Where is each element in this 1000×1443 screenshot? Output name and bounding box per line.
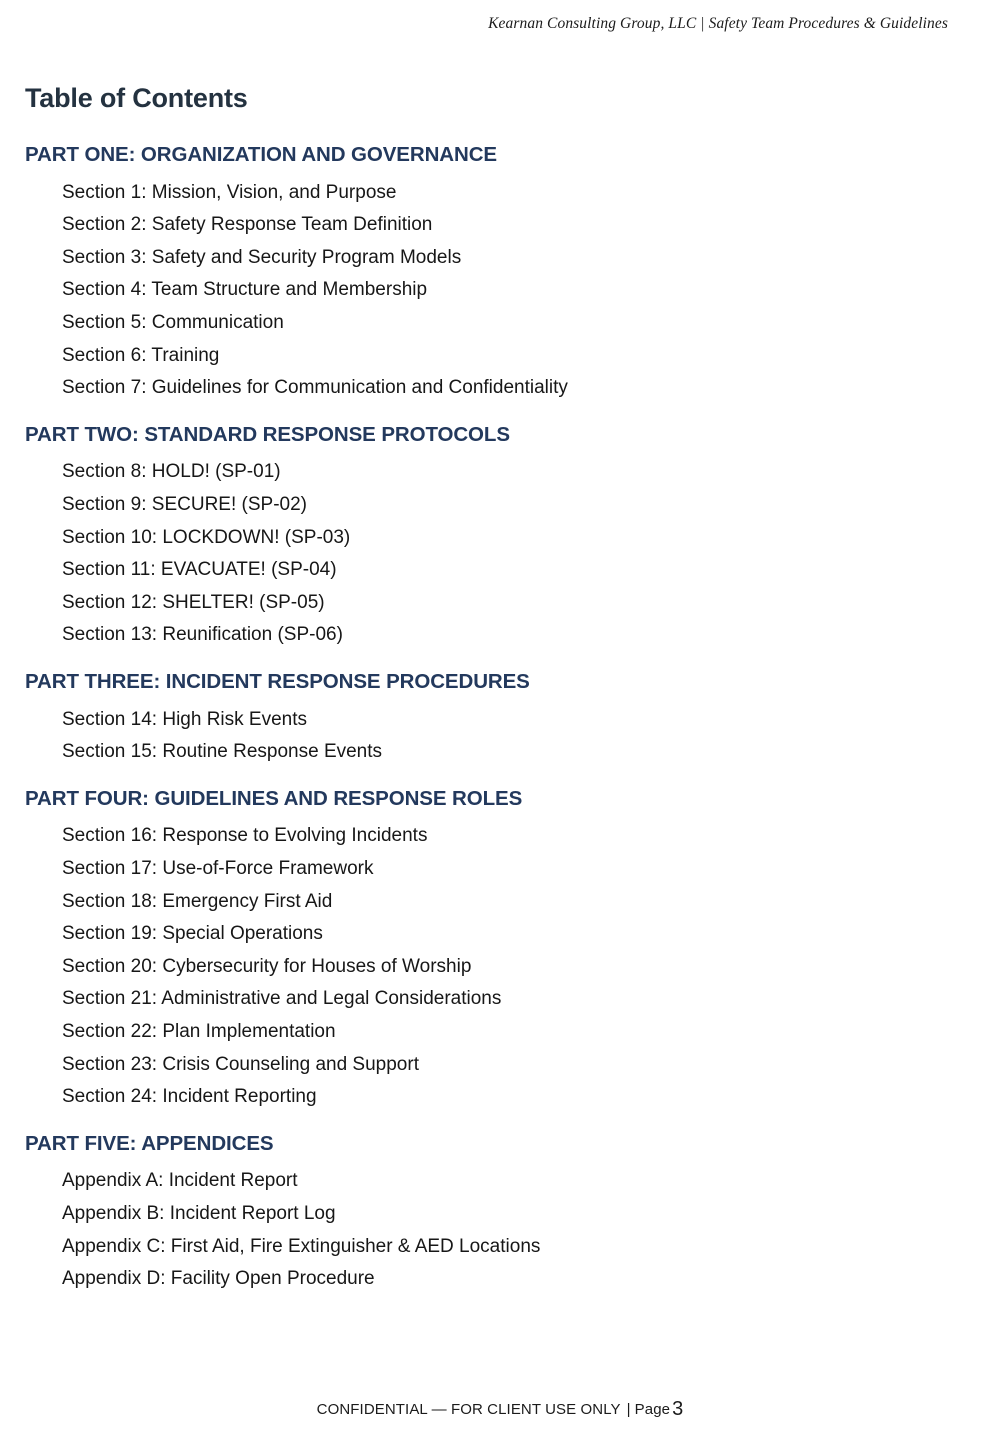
toc-part-heading[interactable]: PART FIVE: APPENDICES: [25, 1131, 274, 1155]
toc-entry[interactable]: Appendix C: First Aid, Fire Extinguisher & AED Locations: [62, 1235, 541, 1257]
toc-part-block: [25, 142, 960, 405]
toc-entry[interactable]: Section 6: Training: [62, 344, 220, 366]
toc-parts-container: [25, 142, 960, 1296]
toc-entry[interactable]: Section 22: Plan Implementation: [62, 1021, 336, 1043]
footer-separator: |: [626, 1401, 631, 1418]
toc-entry[interactable]: Appendix D: Facility Open Procedure: [62, 1268, 375, 1290]
toc-entry[interactable]: Section 21: Administrative and Legal Considerations: [62, 988, 502, 1010]
toc-entry[interactable]: Section 4: Team Structure and Membership: [62, 279, 428, 301]
toc-entry[interactable]: Section 10: LOCKDOWN! (SP-03): [62, 526, 351, 548]
toc-entry[interactable]: Section 12: SHELTER! (SP-05): [62, 591, 325, 613]
toc-entry[interactable]: Section 3: Safety and Security Program Models: [62, 246, 462, 268]
page-footer: [0, 1398, 1000, 1421]
toc-part-heading[interactable]: PART TWO: STANDARD RESPONSE PROTOCOLS: [25, 422, 510, 446]
toc-entry-list: [25, 456, 960, 652]
page-label: Page: [634, 1401, 671, 1418]
toc-entry[interactable]: Appendix B: Incident Report Log: [62, 1203, 336, 1225]
toc-part-block: [25, 669, 960, 769]
page-number: 3: [672, 1398, 684, 1420]
toc-entry[interactable]: Section 24: Incident Reporting: [62, 1086, 317, 1108]
page-title: Table of Contents: [25, 83, 248, 113]
toc-part-heading[interactable]: PART ONE: ORGANIZATION AND GOVERNANCE: [25, 143, 497, 167]
toc-part-heading[interactable]: PART FOUR: GUIDELINES AND RESPONSE ROLES: [25, 786, 523, 810]
toc-entry-list: [25, 177, 960, 405]
toc-entry[interactable]: Section 9: SECURE! (SP-02): [62, 494, 307, 516]
confidentiality-notice: CONFIDENTIAL — FOR CLIENT USE ONLY: [316, 1401, 621, 1418]
toc-entry[interactable]: Section 8: HOLD! (SP-01): [62, 461, 281, 483]
toc-entry[interactable]: Section 7: Guidelines for Communication and Confidentiality: [62, 377, 568, 399]
running-header: Kearnan Consulting Group, LLC | Safety Team Procedures & Guidelines: [488, 15, 948, 32]
toc-entry[interactable]: Section 19: Special Operations: [62, 923, 323, 945]
toc-entry[interactable]: Section 17: Use-of-Force Framework: [62, 858, 374, 880]
toc-entry-list: [25, 820, 960, 1113]
toc-entry[interactable]: Section 16: Response to Evolving Incidents: [62, 825, 428, 847]
toc-part-block: [25, 422, 960, 652]
table-of-contents: [25, 83, 960, 1310]
toc-entry-list: [25, 1165, 960, 1295]
toc-entry[interactable]: Section 11: EVACUATE! (SP-04): [62, 559, 337, 581]
toc-entry[interactable]: Section 23: Crisis Counseling and Support: [62, 1053, 419, 1075]
toc-entry[interactable]: Section 2: Safety Response Team Definition: [62, 214, 433, 236]
toc-entry[interactable]: Appendix A: Incident Report: [62, 1170, 298, 1192]
toc-entry[interactable]: Section 5: Communication: [62, 312, 284, 334]
toc-entry[interactable]: Section 20: Cybersecurity for Houses of Worship: [62, 955, 472, 977]
toc-entry[interactable]: Section 14: High Risk Events: [62, 708, 308, 730]
toc-part-block: [25, 1131, 960, 1296]
toc-entry[interactable]: Section 13: Reunification (SP-06): [62, 624, 343, 646]
toc-entry-list: [25, 704, 960, 769]
toc-part-heading[interactable]: PART THREE: INCIDENT RESPONSE PROCEDURES: [25, 670, 530, 694]
toc-entry[interactable]: Section 18: Emergency First Aid: [62, 890, 333, 912]
toc-part-block: [25, 786, 960, 1114]
toc-entry[interactable]: Section 1: Mission, Vision, and Purpose: [62, 181, 397, 203]
toc-entry[interactable]: Section 15: Routine Response Events: [62, 741, 383, 763]
